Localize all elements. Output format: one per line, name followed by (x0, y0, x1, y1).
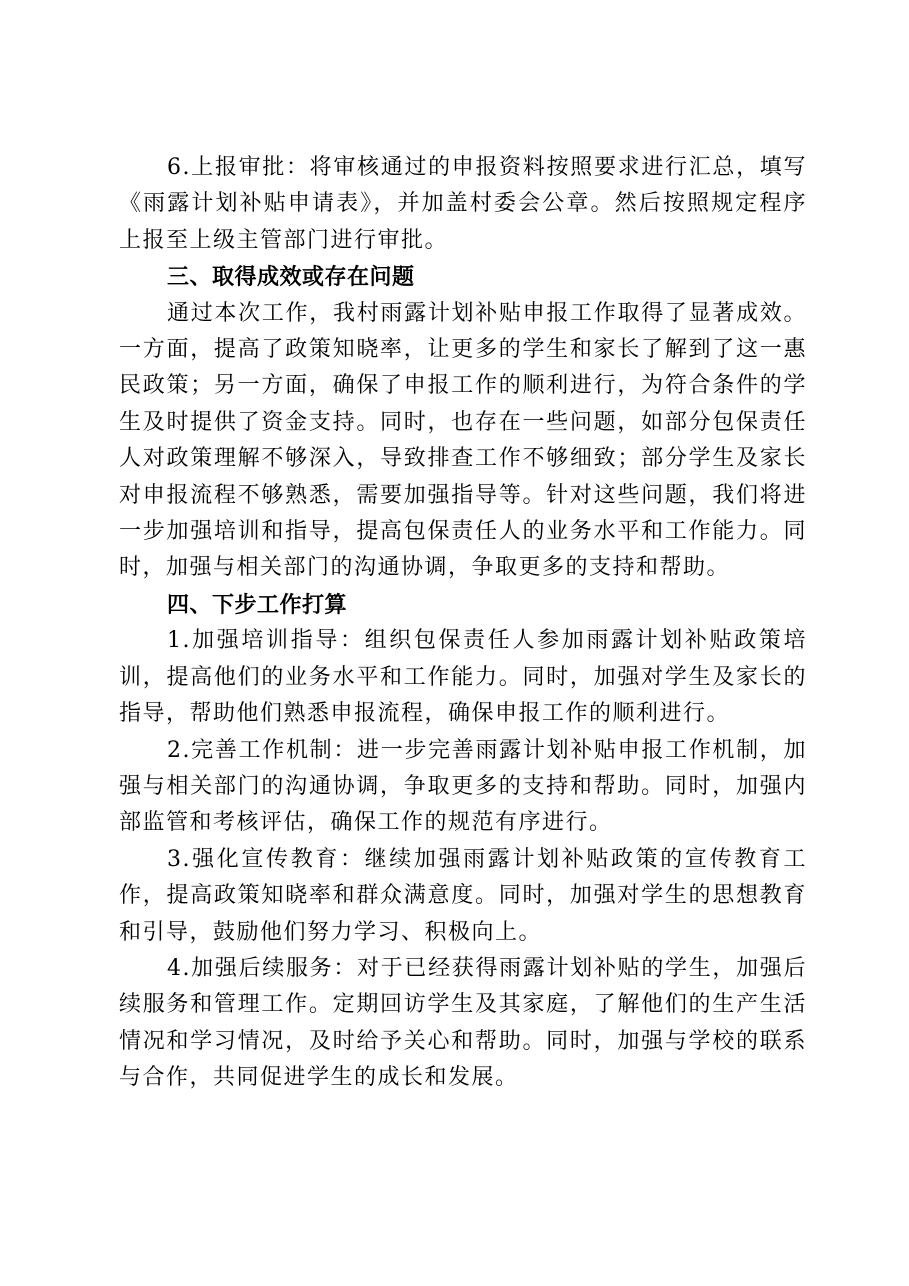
paragraph-next-step-mechanism: 2.完善工作机制：进一步完善雨露计划补贴申报工作机制，加强与相关部门的沟通协调，争取更多的支持和帮助。同时，加强内部监管和考核评估，确保工作的规范有序进行。 (119, 737, 807, 836)
paragraph-next-step-publicity: 3.强化宣传教育：继续加强雨露计划补贴政策的宣传教育工作，提高政策知晓率和群众满意度。同时，加强对学生的思想教育和引导，鼓励他们努力学习、积极向上。 (119, 846, 807, 945)
paragraph-results-issues: 通过本次工作，我村雨露计划补贴申报工作取得了显著成效。一方面，提高了政策知晓率，让更多的学生和家长了解到了这一惠民政策；另一方面，确保了申报工作的顺利进行，为符合条件的学生及时提供了资金支持。同时，也存在一些问题，如部分包保责任人对政策理解不够深入，导致排查工作不够细致；部分学生及家长对申报流程不够熟悉，需要加强指导等。针对这些问题，我们将进一步加强培训和指导，提高包保责任人的业务水平和工作能力。同时，加强与相关部门的沟通协调，争取更多的支持和帮助。 (119, 300, 807, 581)
document-body (119, 150, 807, 1097)
paragraph-next-step-followup: 4.加强后续服务：对于已经获得雨露计划补贴的学生，加强后续服务和管理工作。定期回访学生及其家庭，了解他们的生产生活情况和学习情况，及时给予关心和帮助。同时，加强与学校的联系与合作，共同促进学生的成长和发展。 (119, 955, 807, 1091)
paragraph-report-approval: 6.上报审批：将审核通过的申报资料按照要求进行汇总，填写《雨露计划补贴申请表》，并加盖村委会公章。然后按照规定程序上报至上级主管部门进行审批。 (119, 155, 807, 253)
paragraph-next-step-training: 1.加强培训指导：组织包保责任人参加雨露计划补贴政策培训，提高他们的业务水平和工作能力。同时，加强对学生及家长的指导，帮助他们熟悉申报流程，确保申报工作的顺利进行。 (119, 628, 807, 727)
section-heading-results-issues: 三、取得成效或存在问题 (167, 264, 415, 291)
section-heading-next-steps: 四、下步工作打算 (167, 591, 348, 618)
